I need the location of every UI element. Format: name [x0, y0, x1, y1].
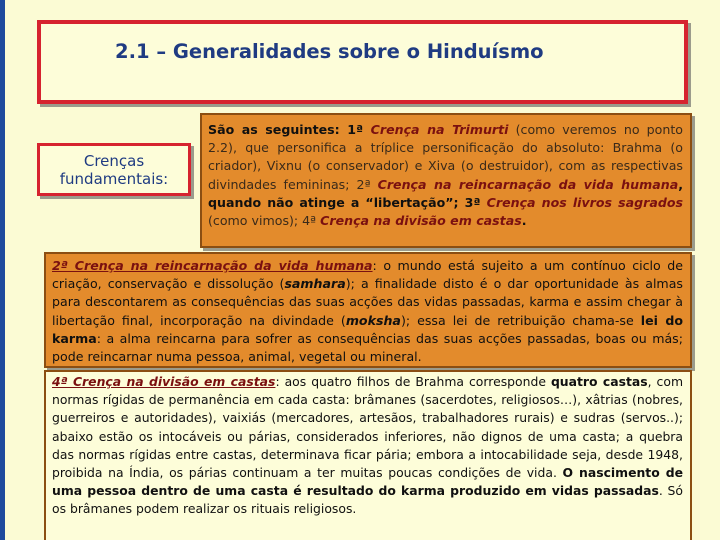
- reincarnation-text-4: : a alma reincarna para sofrer as consequências das suas acções passadas, boas ou más; pode reincarnar numa pessoa, animal, vegetal ou mineral.: [52, 330, 683, 365]
- reincarnation-text-1: : o mundo está sujeito a um contínuo ciclo de criação, conservação e dissolução (: [52, 258, 684, 292]
- reincarnation-box: [44, 252, 692, 368]
- reincarnation-text-3: ); essa lei de retribuição chama-se: [400, 312, 641, 328]
- reincarnation-text-2: ); a finalidade disto é o dar oportunidade às almas para descontarem as consequências das suas acções das vidas passadas, karma e assim chegar à libertação final, incorporação na divindade (: [52, 276, 683, 328]
- belief-sacred-books: Crença nos livros sagrados: [486, 194, 683, 210]
- castes-heading: 4ª Crença na divisão em castas: [52, 374, 276, 389]
- summary-end: .: [521, 213, 527, 229]
- summary-intro: São as seguintes: 1ª: [208, 122, 371, 137]
- castes-text-2: , com normas rígidas de permanência em cada casta: brâmanes (sacerdotes, religiosos…), xâtrias (nobres, guerreiros e autoridades), vaixiás (mercadores, artesãos, trabalhadores rurais) e sudras (servos..); abaixo estão os intocáveis ou párias, considerados inferiores, não dignos de uma casta; a quebra das normas rígidas entre castas, determinava ficar pária; embora a intocabilidade seja, desde 1948, proibida na Índia, os párias continuam a ter muitas poucas condições de vida.: [52, 374, 684, 481]
- castes-box: [44, 370, 692, 540]
- beliefs-summary-box: [200, 113, 692, 248]
- term-moksha: moksha: [345, 312, 401, 328]
- beliefs-label: Crenças fundamentais:: [59, 151, 169, 188]
- castes-text-3: . Só os brâmanes podem realizar os rituais religiosos.: [52, 483, 683, 517]
- belief-trimurti: Crença na Trimurti: [370, 122, 509, 137]
- summary-text-3: (como vimos); 4ª: [208, 213, 321, 229]
- reincarnation-heading: 2ª Crença na reincarnação da vida humana: [52, 258, 373, 273]
- left-edge-bar: [0, 0, 5, 540]
- belief-castes: Crença na divisão em castas: [320, 213, 522, 229]
- term-four-castes: quatro castas: [550, 374, 648, 389]
- term-samhara: samhara: [284, 276, 346, 292]
- belief-reincarnation: Crença na reincarnação da vida humana: [377, 176, 679, 192]
- beliefs-label-box: [37, 143, 191, 196]
- castes-text-1: : aos quatro filhos de Brahma corresponde: [275, 374, 551, 389]
- castes-karma-statement: O nascimento de uma pessoa dentro de uma casta é resultado do karma produzido em vidas passadas: [52, 465, 683, 499]
- summary-text-2: , quando não atinge a “libertação”; 3ª: [208, 176, 683, 210]
- summary-text-1: (como veremos no ponto 2.2), que personifica a tríplice personificação do absoluto: Brahma (o criador), Vixnu (o conservador) e Xiva (o destruidor), com as respectivas divindades femininas; 2ª: [208, 122, 683, 192]
- term-karma-law: lei do karma: [52, 312, 683, 346]
- page-title: 2.1 – Generalidades sobre o Hinduísmo: [115, 40, 544, 63]
